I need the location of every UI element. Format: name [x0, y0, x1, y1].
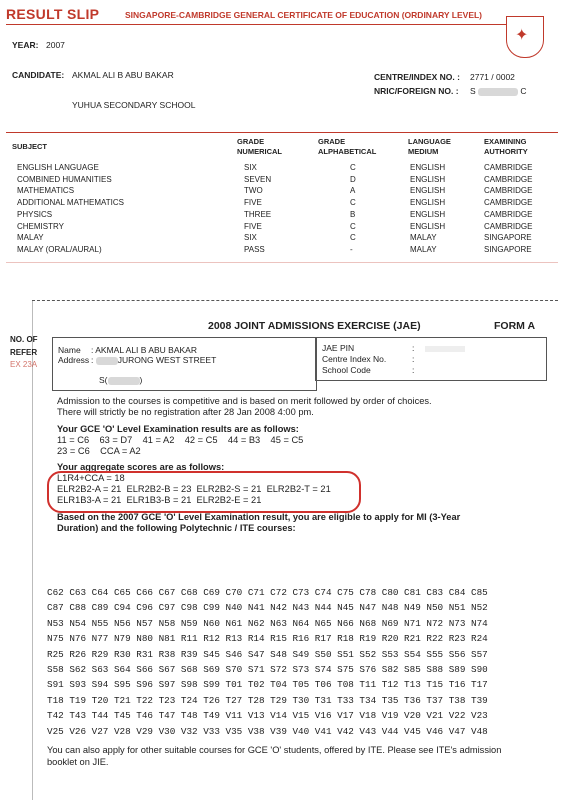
- course-code-line: N75 N76 N77 N79 N80 N81 R11 R12 R13 R14 R15 R16 R17 R18 R19 R20 R21 R22 R23 R24: [47, 633, 488, 645]
- grade-alphabetical: -: [350, 244, 353, 254]
- language-medium: ENGLISH: [410, 163, 446, 172]
- admission-line1: Admission to the courses is competitive and is based on merit followed by order of choices.: [57, 396, 432, 406]
- postal-redaction: [108, 377, 140, 385]
- title-divider: [6, 24, 506, 25]
- stub-line1: NO. OF: [10, 335, 38, 344]
- school-code-colon: :: [412, 365, 415, 375]
- grade-alphabetical: C: [350, 163, 356, 172]
- name-value: : AKMAL ALI B ABU BAKAR: [91, 345, 197, 355]
- centre-label: CENTRE/INDEX NO. :: [374, 72, 460, 82]
- aggregate-line2: ELR2B2-A = 21 ELR2B2-B = 23 ELR2B2-S = 21 ELR2B2-T = 21: [57, 484, 331, 494]
- eligible-line2: Duration) and the following Polytechnic / ITE courses:: [57, 523, 296, 533]
- grade-numerical: SEVEN: [244, 174, 272, 184]
- crest-icon: ✦: [506, 16, 544, 58]
- year-value: 2007: [46, 40, 65, 50]
- examining-authority: CAMBRIDGE: [484, 174, 533, 184]
- centre-index-label: Centre Index No.: [322, 354, 387, 364]
- result-slip-title: RESULT SLIP: [6, 6, 100, 22]
- examining-authority: CAMBRIDGE: [484, 198, 533, 208]
- results-line2: 23 = C6 CCA = A2: [57, 446, 141, 456]
- course-code-line: V25 V26 V27 V28 V29 V30 V32 V33 V35 V38 V39 V40 V41 V42 V43 V44 V45 V46 V47 V48: [47, 725, 488, 737]
- examining-authority: CAMBRIDGE: [484, 163, 533, 172]
- examining-authority: SINGAPORE: [484, 233, 532, 243]
- language-medium: ENGLISH: [410, 198, 446, 208]
- language-medium: ENGLISH: [410, 221, 446, 231]
- address-value: : JURONG WEST STREET: [91, 355, 217, 365]
- grade-alphabetical: C: [350, 233, 356, 243]
- grade-numerical: SIX: [244, 233, 257, 243]
- examining-authority: SINGAPORE: [484, 244, 532, 254]
- grade-alphabetical: C: [350, 221, 356, 231]
- grade-numerical: THREE: [244, 209, 272, 219]
- table-bottom-divider: [6, 262, 558, 263]
- stub-line3: EX 23A: [10, 360, 38, 369]
- header-subject: SUBJECT: [12, 142, 48, 151]
- jae-title: 2008 JOINT ADMISSIONS EXERCISE (JAE): [208, 320, 421, 332]
- course-code-line: S58 S62 S63 S64 S66 S67 S68 S69 S70 S71 S72 S73 S74 S75 S76 S82 S85 S88 S89 S90: [47, 664, 488, 676]
- nric-value: [470, 86, 527, 96]
- grade-alphabetical: B: [350, 209, 356, 219]
- subject-name: PHYSICS: [17, 209, 53, 219]
- footer-line2: booklet on JIE.: [47, 757, 109, 767]
- course-code-line: N53 N54 N55 N56 N57 N58 N59 N60 N61 N62 N63 N64 N65 N66 N68 N69 N71 N72 N73 N74: [47, 617, 488, 629]
- address-line2: S( ): [99, 375, 143, 385]
- subject-name: MALAY (ORAL/AURAL): [17, 244, 102, 254]
- course-code-line: C62 C63 C64 C65 C66 C67 C68 C69 C70 C71 C72 C73 C74 C75 C78 C80 C81 C83 C84 C85: [47, 587, 488, 598]
- pin-redaction: [425, 346, 465, 352]
- address-label: Address: [58, 355, 90, 365]
- pin-label: JAE PIN: [322, 343, 355, 353]
- form-label: FORM A: [494, 320, 536, 332]
- course-code-line: C87 C88 C89 C94 C96 C97 C98 C99 N40 N41 N42 N43 N44 N45 N47 N48 N49 N50 N51 N52: [47, 602, 488, 614]
- grade-alphabetical: A: [350, 186, 356, 196]
- highlight-oval: [47, 471, 361, 513]
- grade-alphabetical: D: [350, 174, 356, 184]
- table-divider: [6, 132, 558, 133]
- language-medium: MALAY: [410, 233, 437, 243]
- left-margin-line: [32, 301, 33, 800]
- candidate-name: AKMAL ALI B ABU BAKAR: [72, 70, 174, 80]
- exam-name: SINGAPORE-CAMBRIDGE GENERAL CERTIFICATE OF EDUCATION (ORDINARY LEVEL): [125, 10, 483, 20]
- subject-name: CHEMISTRY: [17, 221, 64, 231]
- grade-numerical: FIVE: [244, 198, 262, 208]
- subject-name: MATHEMATICS: [17, 186, 75, 196]
- aggregate-line1: L1R4+CCA = 18: [57, 473, 125, 483]
- examining-authority: CAMBRIDGE: [484, 221, 533, 231]
- course-code-line: T42 T43 T44 T45 T46 T47 T48 T49 V11 V13 V14 V15 V16 V17 V18 V19 V20 V21 V22 V23: [47, 710, 488, 722]
- centre-index-colon: :: [412, 354, 415, 364]
- subject-name: ENGLISH LANGUAGE: [17, 163, 99, 172]
- nric-start: S: [470, 86, 476, 96]
- grade-alphabetical: C: [350, 198, 356, 208]
- course-codes-block: [47, 585, 488, 739]
- examining-authority: CAMBRIDGE: [484, 209, 533, 219]
- subject-name: MALAY: [17, 233, 44, 243]
- nric-end: C: [520, 86, 527, 96]
- subject-name: ADDITIONAL MATHEMATICS: [17, 198, 124, 208]
- stub-line2: REFER: [10, 348, 38, 357]
- results-heading: Your GCE 'O' Level Examination results are as follows:: [57, 424, 299, 434]
- name-label: Name: [58, 345, 81, 355]
- header-examining-authority: EXAMINING AUTHORITY: [484, 137, 528, 156]
- eligible-line1: Based on the 2007 GCE 'O' Level Examination result, you are eligible to apply for MI (3-Year: [57, 512, 461, 522]
- grade-numerical: TWO: [244, 186, 263, 196]
- header-grade-alphabetical: GRADE ALPHABETICAL: [318, 137, 377, 156]
- language-medium: MALAY: [410, 244, 437, 254]
- course-code-line: S91 S93 S94 S95 S96 S97 S98 S99 T01 T02 T04 T05 T06 T08 T11 T12 T13 T15 T16 T17: [47, 679, 488, 691]
- aggregate-line3: ELR1B3-A = 21 ELR1B3-B = 21 ELR2B2-E = 21: [57, 495, 262, 505]
- language-medium: ENGLISH: [410, 174, 446, 184]
- results-line1: 11 = C6 63 = D7 41 = A2 42 = C5 44 = B3 45 = C5: [57, 435, 304, 445]
- subject-name: COMBINED HUMANITIES: [17, 174, 112, 184]
- examining-authority: CAMBRIDGE: [484, 186, 533, 196]
- aggregate-heading: Your aggregate scores are as follows:: [57, 462, 225, 472]
- header-grade-numerical: GRADE NUMERICAL: [237, 137, 282, 156]
- school-name: YUHUA SECONDARY SCHOOL: [72, 100, 196, 110]
- grade-numerical: PASS: [244, 244, 265, 254]
- header-language-medium: LANGUAGE MEDIUM: [408, 137, 451, 156]
- grade-numerical: FIVE: [244, 221, 262, 231]
- language-medium: ENGLISH: [410, 209, 446, 219]
- nric-label: NRIC/FOREIGN NO. :: [374, 86, 459, 96]
- school-code-label: School Code: [322, 365, 371, 375]
- cut-line: [32, 300, 558, 301]
- pin-colon: :: [412, 343, 415, 353]
- language-medium: ENGLISH: [410, 186, 446, 196]
- course-code-line: R25 R26 R29 R30 R31 R38 R39 S45 S46 S47 S48 S49 S50 S51 S52 S53 S54 S55 S56 S57: [47, 648, 488, 660]
- address-redaction: [96, 357, 118, 365]
- grade-numerical: SIX: [244, 163, 257, 172]
- candidate-label: CANDIDATE:: [12, 70, 65, 80]
- admission-line2: There will strictly be no registration after 28 Jan 2008 4:00 pm.: [57, 407, 314, 417]
- footer-line1: You can also apply for other suitable courses for GCE 'O' students, offered by ITE. Please see ITE's admission: [47, 745, 502, 755]
- centre-value: 2771 / 0002: [470, 72, 515, 82]
- nric-redaction: [478, 88, 518, 96]
- course-code-line: T18 T19 T20 T21 T22 T23 T24 T26 T27 T28 T29 T30 T31 T33 T34 T35 T36 T37 T38 T39: [47, 694, 488, 706]
- year-label: YEAR:: [12, 40, 39, 50]
